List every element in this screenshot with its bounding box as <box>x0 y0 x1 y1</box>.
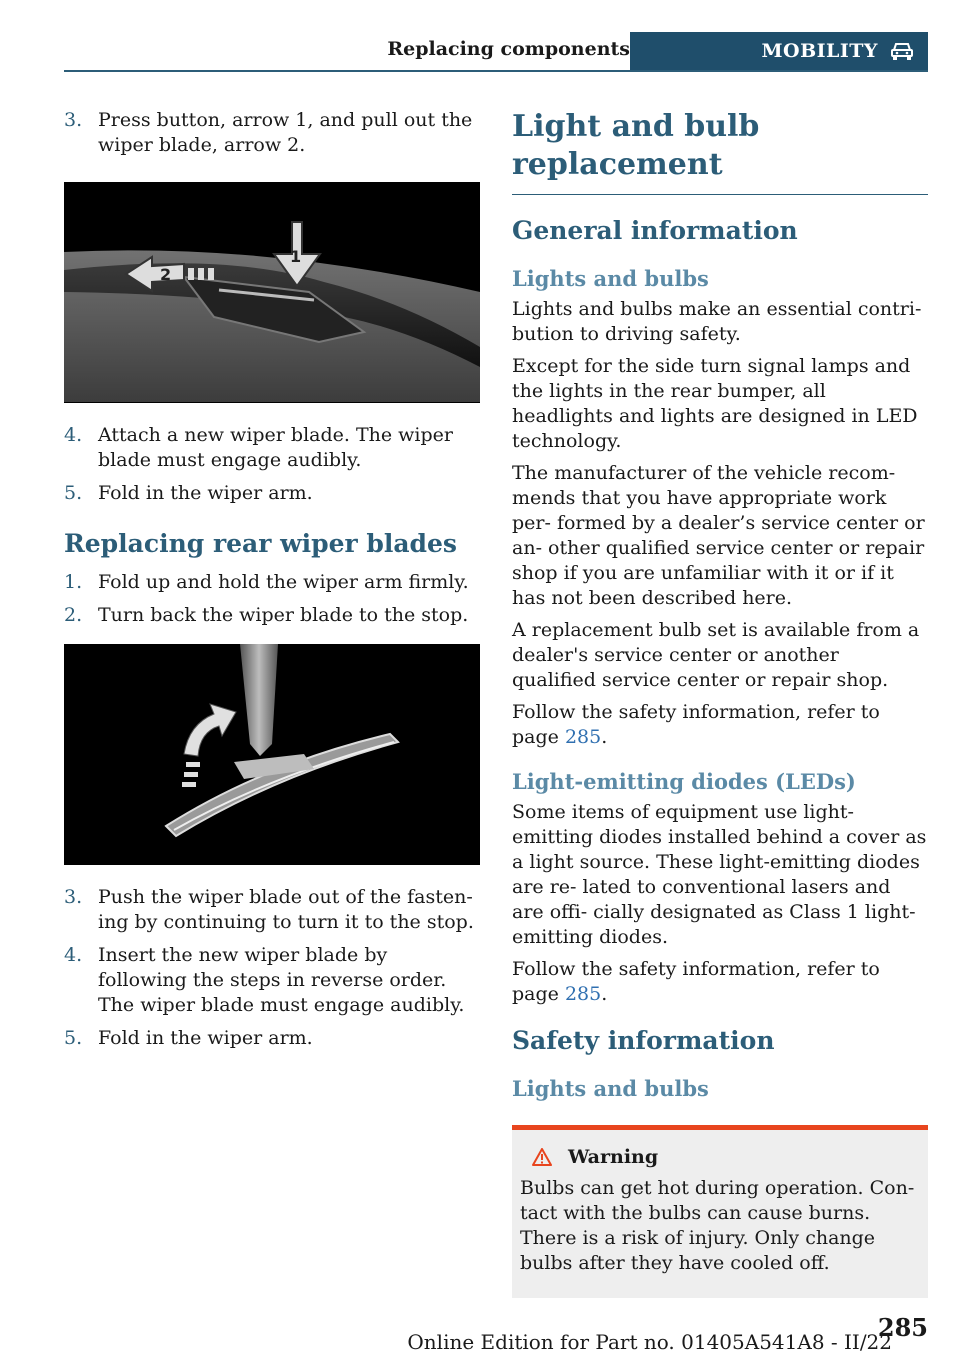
lights-bulbs-heading: Lights and bulbs <box>512 266 709 291</box>
car-icon <box>890 41 914 61</box>
page-reference-link[interactable]: 285 <box>564 726 602 748</box>
step-item <box>64 570 480 595</box>
warning-text: Bulbs can get hot during operation. Con‐ tact with the bulbs can cause burns. There is a risk of injury. Only change bulbs after they have cooled off. <box>520 1177 915 1274</box>
step-number: 5. <box>64 482 83 504</box>
wiper-blade-front-figure <box>64 182 480 403</box>
paragraph <box>512 957 928 1007</box>
step-text: Insert the new wiper blade by following the steps in reverse order. The wiper blade must engage audibly. <box>98 944 465 1016</box>
left-column <box>64 108 480 1059</box>
paragraph: Except for the side turn signal lamps and the lights in the rear bumper, all headlights and lights are designed in LED technology. <box>512 355 918 452</box>
paragraph: A replacement bulb set is available from a dealer's service center or another qualified service center or repair shop. <box>512 619 920 691</box>
header-section-title: Replacing components <box>387 38 630 60</box>
arrow-label-2: 2 <box>160 265 172 284</box>
right-column <box>512 108 928 1298</box>
safety-lights-heading: Lights and bulbs <box>512 1076 709 1101</box>
step-text: Fold up and hold the wiper arm firmly. <box>98 571 469 593</box>
step-item <box>64 481 480 506</box>
paragraph <box>512 700 928 750</box>
header-chapter-tab <box>630 32 928 70</box>
wiper-rear-illustration <box>64 644 480 865</box>
paragraph-text: . <box>601 983 608 1005</box>
page-number: 285 <box>877 1313 928 1342</box>
step-number: 5. <box>64 1027 83 1049</box>
warning-label: Warning <box>568 1146 659 1168</box>
rear-wiper-heading: Replacing rear wiper blades <box>64 529 458 558</box>
warning-title <box>520 1146 920 1168</box>
step-text: Attach a new wiper blade. The wiper blade must engage audibly. <box>98 424 453 471</box>
step-number: 3. <box>64 109 83 131</box>
page-header <box>64 32 928 72</box>
paragraph-text: Follow the safety information, refer to page <box>512 958 880 1005</box>
wiper-front-illustration <box>64 182 480 403</box>
paragraph: Lights and bulbs make an essential contri‐ bution to driving safety. <box>512 298 922 345</box>
header-rule <box>64 70 928 72</box>
step-text: Press button, arrow 1, and pull out the wiper blade, arrow 2. <box>98 109 473 156</box>
page-reference-link[interactable]: 285 <box>564 983 602 1005</box>
section-title: Light and bulb replacement <box>512 108 928 195</box>
paragraph-text: Follow the safety information, refer to page <box>512 701 880 748</box>
step-number: 4. <box>64 424 83 446</box>
step-text: Fold in the wiper arm. <box>98 1027 313 1049</box>
warning-box <box>512 1125 928 1298</box>
arrow-label-1: 1 <box>290 247 302 266</box>
step-text: Turn back the wiper blade to the stop. <box>98 604 469 626</box>
step-number: 1. <box>64 571 83 593</box>
step-item <box>64 108 480 158</box>
edition-footer: Online Edition for Part no. 01405A541A8 - II/22 <box>407 1330 892 1354</box>
safety-info-heading: Safety information <box>512 1026 775 1055</box>
paragraph: Some items of equipment use light-emitting diodes installed behind a cover as a light source. These light-emitting diodes are re‐ lated to conventional lasers and are offi‐ cially designated as Class 1 light-emitting diodes. <box>512 801 927 948</box>
step-item <box>64 943 480 1018</box>
step-text: Fold in the wiper arm. <box>98 482 313 504</box>
step-item <box>64 603 480 628</box>
step-number: 3. <box>64 886 83 908</box>
step-number: 2. <box>64 604 83 626</box>
wiper-blade-rear-figure <box>64 644 480 865</box>
paragraph-text: . <box>601 726 608 748</box>
paragraph: The manufacturer of the vehicle recom‐ mends that you have appropriate work per‐ formed by a dealer’s service center or an‐ other qualified service center or repair shop if you are unfamiliar with it or if it has not been described here. <box>512 462 925 609</box>
header-chapter-label: MOBILITY <box>761 40 878 62</box>
warning-triangle-icon <box>532 1148 552 1166</box>
step-text: Push the wiper blade out of the fasten‐ ing by continuing to turn it to the stop. <box>98 886 474 933</box>
led-heading: Light-emitting diodes (LEDs) <box>512 769 856 794</box>
general-info-heading: General information <box>512 216 798 245</box>
step-item <box>64 423 480 473</box>
step-item <box>64 885 480 935</box>
step-item <box>64 1026 480 1051</box>
step-number: 4. <box>64 944 83 966</box>
